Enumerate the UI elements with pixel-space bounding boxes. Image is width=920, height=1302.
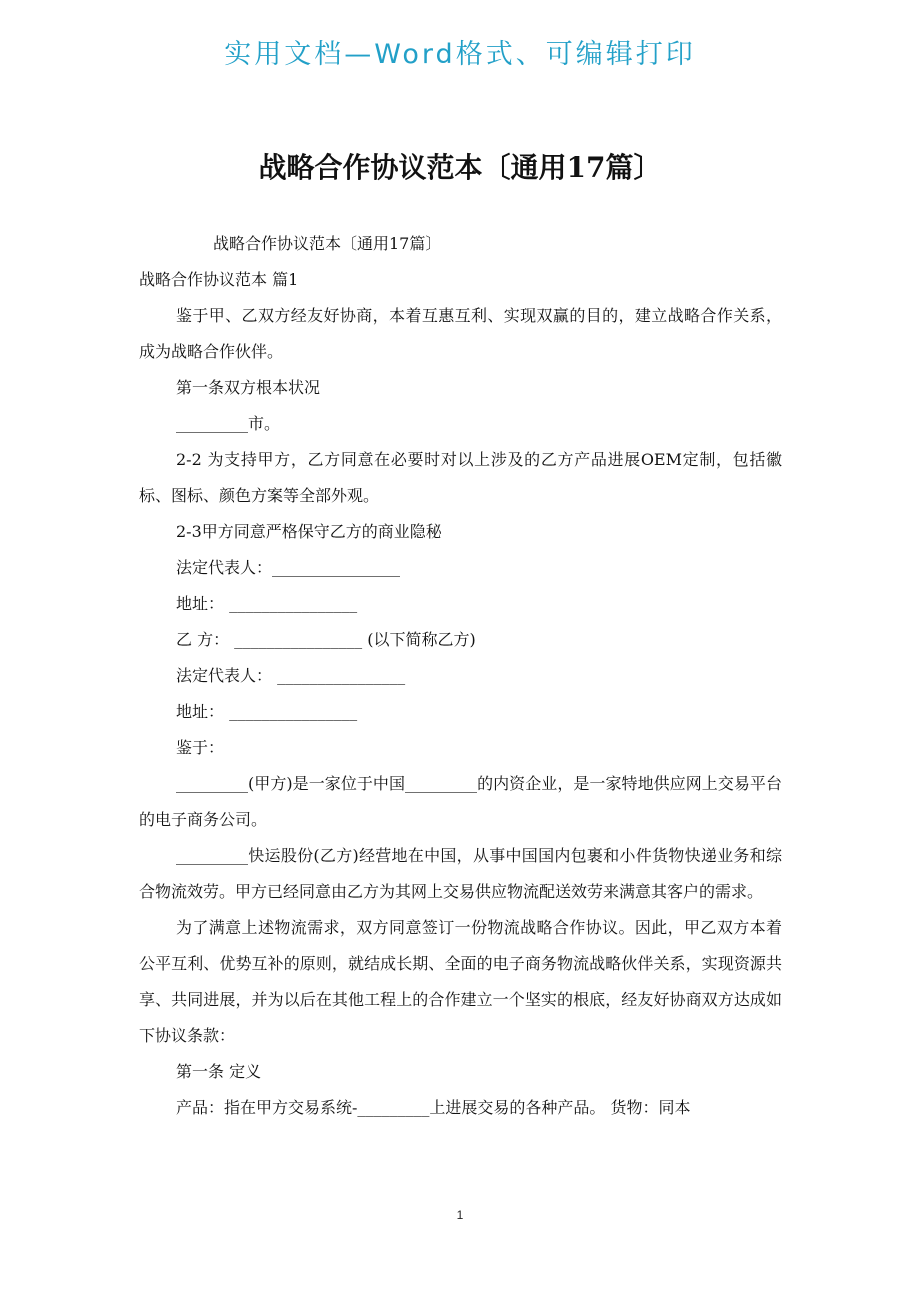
paragraph-party-a-desc: _________(甲方)是一家位于中国_________的内资企业，是一家特地供应网上交易平台的电子商务公司。 — [139, 774, 782, 829]
paragraph-preamble: 鉴于甲、乙双方经友好协商，本着互惠互利、实现双赢的目的，建立战略合作关系，成为战略合作伙伴。 — [139, 306, 782, 361]
paragraph-legal-rep-a: 法定代表人：________________ — [176, 558, 401, 577]
document-title: 战略合作协议范本〔通用17篇〕 — [258, 151, 662, 184]
paragraph-article-1-heading: 第一条双方根本状况 — [176, 378, 321, 397]
paragraph-definition-products: 产品：指在甲方交易系统-_________上进展交易的各种产品。 货物：同本 — [176, 1098, 691, 1117]
document-subtitle: 战略合作协议范本〔通用17篇〕 — [213, 234, 442, 253]
paragraph-clause-2-2: 2-2 为支持甲方，乙方同意在必要时对以上涉及的乙方产品进展OEM定制，包括徽标、图标、颜色方案等全部外观。 — [139, 450, 782, 505]
document-banner: 实用文档—Word格式、可编辑打印 — [224, 39, 696, 70]
paragraph-agreement-intent: 为了满意上述物流需求，双方同意签订一份物流战略合作协议。因此，甲乙双方本着公平互利、优势互补的原则，就结成长期、全面的电子商务物流战略伙伴关系，实现资源共享、共同进展，并为以后在其他工程上的合作建立一个坚实的根底，经友好协商双方达成如下协议条款： — [139, 918, 782, 1045]
paragraph-clause-2-3: 2-3甲方同意严格保守乙方的商业隐秘 — [176, 522, 442, 541]
paragraph-article-1-definitions: 第一条 定义 — [176, 1062, 262, 1081]
paragraph-whereas: 鉴于： — [176, 738, 225, 757]
paragraph-address-a: 地址： ________________ — [176, 594, 358, 613]
paragraph-address-b: 地址： ________________ — [176, 702, 358, 721]
page-number: 1 — [456, 1208, 464, 1222]
section-heading: 战略合作协议范本 篇1 — [139, 270, 299, 289]
document-body — [139, 226, 782, 1126]
paragraph-party-b-desc: _________快运股份(乙方)经营地在中国，从事中国国内包裹和小件货物快递业务和综合物流效劳。甲方已经同意由乙方为其网上交易供应物流配送效劳来满意其客户的需求。 — [139, 846, 782, 901]
paragraph-party-b: 乙 方： ________________ (以下简称乙方) — [176, 630, 476, 649]
paragraph-city-blank: _________市。 — [176, 414, 281, 433]
paragraph-legal-rep-b: 法定代表人： ________________ — [176, 666, 406, 685]
